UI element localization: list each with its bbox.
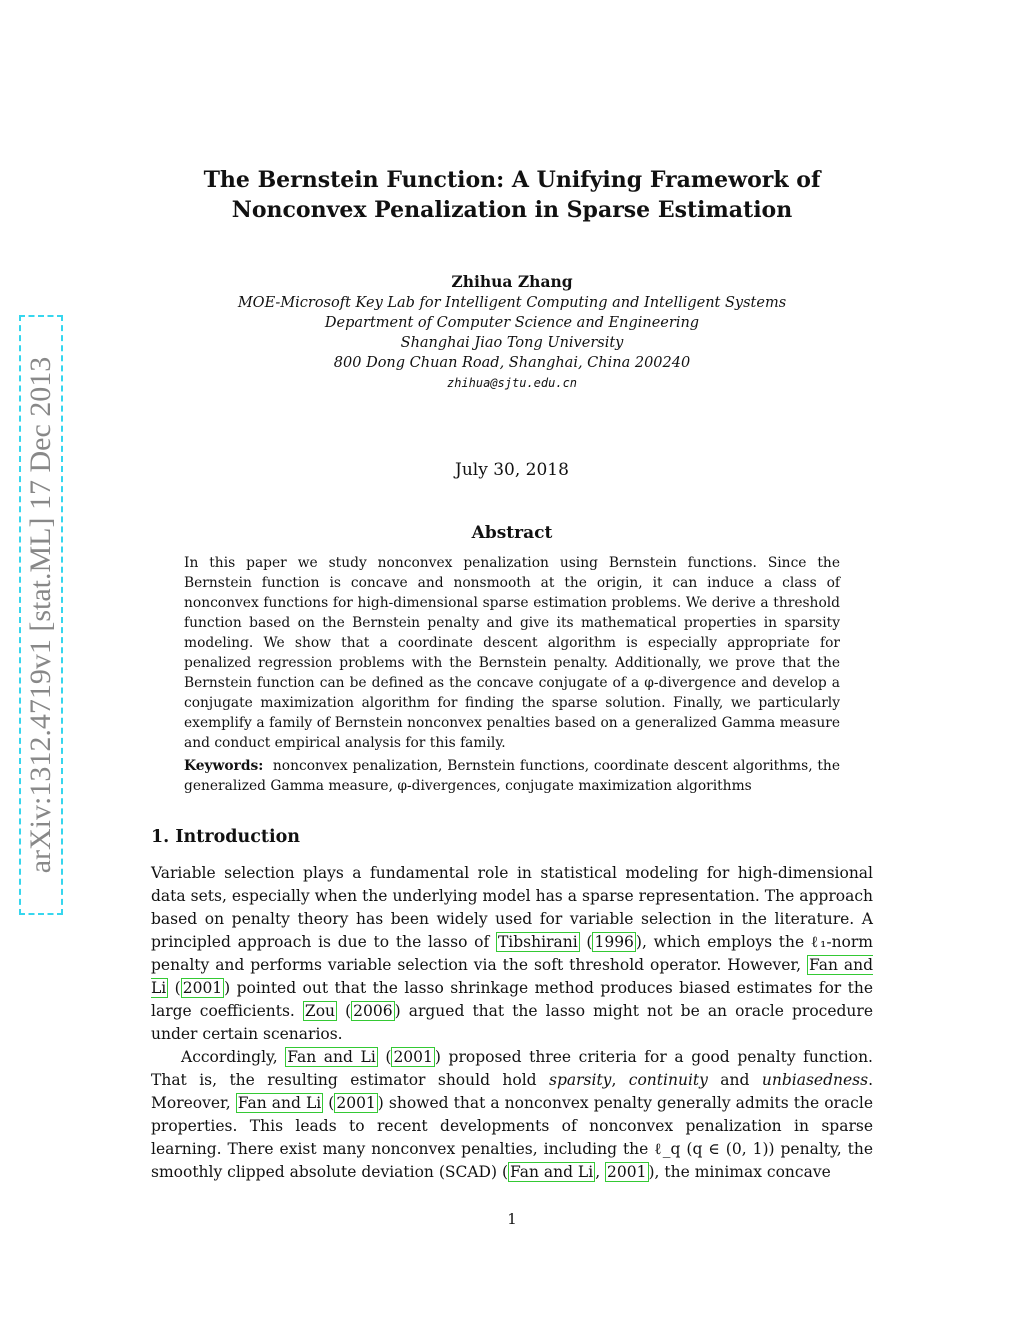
text-run: Variable selection plays a fundamental role in statistical modeling for high-dimensional data sets, especially when the underlying model has a sparse representation. The approach based on penalty theory has been widely used for variable selection in the literature. A principled approach is due to the lasso of [151,864,873,951]
text-run: . Moreover, [151,1071,873,1112]
emphasis: sparsity [549,1071,612,1089]
citation-link[interactable]: Fan and Li [287,1048,376,1066]
title-line-1: The Bernstein Function: A Unifying Framework of [203,167,821,193]
affiliation-line: MOE-Microsoft Key Lab for Intelligent Computing and Intelligent Systems [237,295,787,311]
citation-link[interactable]: Fan and Li [237,1094,322,1112]
text-run: ( [579,933,593,951]
text-run: ( [168,979,181,997]
keywords-list: nonconvex penalization, Bernstein functions, coordinate descent algorithms, the generalized Gamma measure, φ-divergences, conjugate maximization algorithms [184,758,840,794]
citation-link[interactable]: Tibshirani [497,933,578,951]
page-number: 1 [507,1210,517,1228]
citation-year-link[interactable]: 2001 [393,1048,433,1066]
text-run: ) proposed three criteria for a good penalty function. That is, the resulting estimator should hold [151,1048,873,1089]
title-line-2: Nonconvex Penalization in Sparse Estimation [231,197,793,223]
affiliation-line: Department of Computer Science and Engineering [324,315,700,331]
section-heading-introduction: 1. Introduction [151,827,300,847]
text-run: ( [337,1002,352,1020]
author-email: zhihua@sjtu.edu.cn [446,376,578,390]
emphasis: unbiasedness [761,1071,869,1089]
paragraph-2 [151,1046,873,1184]
text-run: ) argued that the lasso might not be an oracle procedure under certain scenarios. [151,1002,873,1043]
text-run: and [707,1071,762,1089]
paper-date: July 30, 2018 [455,460,569,480]
citation-link[interactable]: Fan and Li [510,1163,594,1181]
text-run: ( [377,1048,392,1066]
citation-link[interactable]: Zou [304,1002,336,1020]
text-run: ) showed that a nonconvex penalty generally admits the oracle properties. This leads to recent developments of nonconvex penalization in sparse learning. There exist many nonconvex penalties, including the ℓ_q (q ∈ (0, 1)) penalty, the smoothly clipped absolute deviation (SCAD) ( [151,1094,873,1181]
emphasis: continuity [628,1071,708,1089]
arxiv-identifier[interactable]: arXiv:1312.4719v1 [stat.ML] 17 Dec 2013 [19,315,63,915]
citation-year-link[interactable]: 2001 [336,1094,376,1112]
introduction-body [151,862,873,1184]
affiliation-line: Shanghai Jiao Tong University [400,335,624,351]
citation-year-link[interactable]: 1996 [594,933,634,951]
keywords-label: Keywords: [184,758,264,774]
text-run: Accordingly, [181,1048,286,1066]
text-run: ), the minimax concave [648,1163,831,1181]
citation-link[interactable]: Fan and Li [151,956,873,997]
affiliation-block [0,293,1024,393]
citation-year-link[interactable]: 2001 [607,1163,647,1181]
text-run: , [611,1071,629,1089]
abstract-text: In this paper we study nonconvex penalization using Bernstein functions. Since the Bernstein function is concave and nonsmooth at the origin, it can induce a class of nonconvex functions for high-dimensional sparse estimation problems. We derive a threshold function based on the Bernstein penalty and give its mathematical properties in sparsity modeling. We show that a coordinate descent algorithm is especially appropriate for penalized regression problems with the Bernstein penalty. Additionally, we prove that the Bernstein function can be defined as the concave conjugate of a φ-divergence and develop a conjugate maximization algorithm for finding the sparse solution. Finally, we particularly exemplify a family of Bernstein nonconvex penalties based on a generalized Gamma measure and conduct empirical analysis for this family. [184,555,840,751]
affiliation-line: 800 Dong Chuan Road, Shanghai, China 200240 [333,355,691,371]
keywords [184,756,840,796]
paragraph-1 [151,862,873,1046]
text-run: ( [323,1094,335,1112]
text-run: ), which employs the ℓ₁-norm penalty and performs variable selection via the soft threshold operator. However, [151,933,874,974]
arxiv-stamp [18,315,64,915]
abstract-heading: Abstract [471,523,553,543]
text-run: , [595,1163,606,1181]
paper-title [0,165,1024,225]
text-run: ) pointed out that the lasso shrinkage method produces biased estimates for the large coefficients. [151,979,873,1020]
citation-year-link[interactable]: 2006 [353,1002,393,1020]
citation-year-link[interactable]: 2001 [182,979,223,997]
author-name: Zhihua Zhang [451,272,573,291]
